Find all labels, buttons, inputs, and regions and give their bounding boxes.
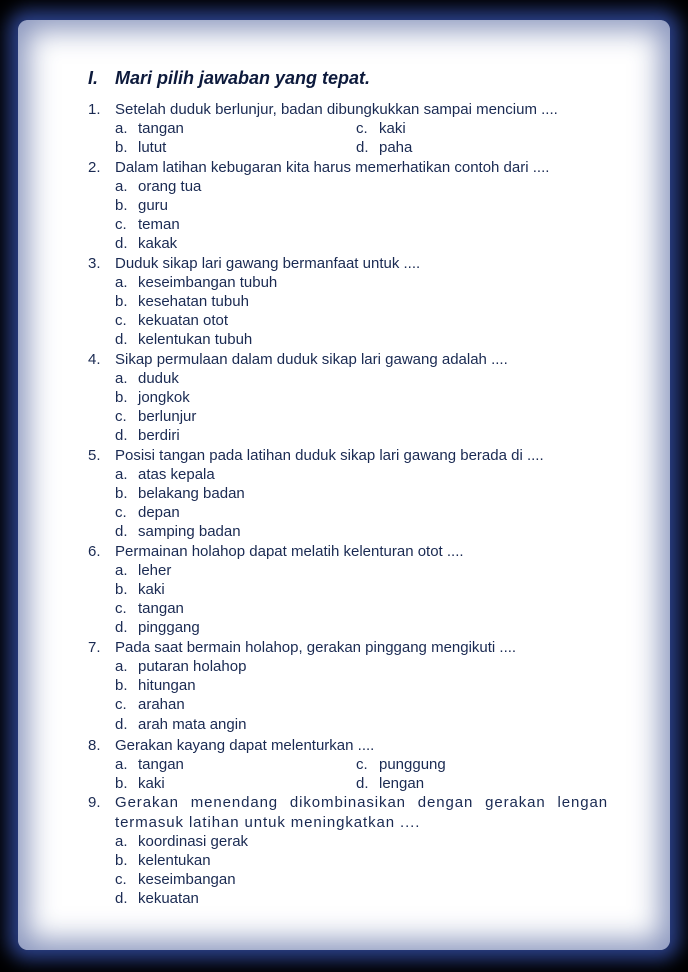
option-letter: c.	[115, 312, 127, 330]
option-a	[115, 177, 608, 196]
option-text: orang tua	[138, 177, 202, 195]
option-text: teman	[138, 216, 180, 234]
option-a	[115, 657, 608, 676]
option-b	[115, 580, 608, 599]
option-text: kesehatan tubuh	[138, 293, 249, 311]
option-letter: b.	[115, 677, 128, 695]
option-letter: c.	[115, 600, 127, 618]
question-6	[88, 542, 608, 561]
option-letter: a.	[115, 561, 128, 579]
option-letter: d.	[115, 715, 128, 733]
option-d	[115, 426, 608, 445]
section-heading	[88, 66, 608, 90]
question-7	[88, 638, 608, 657]
option-text: samping badan	[138, 523, 241, 541]
option-b	[115, 676, 608, 695]
option-text: arahan	[138, 696, 185, 714]
option-text: jongkok	[138, 389, 190, 407]
option-letter: b.	[115, 775, 128, 793]
question-1-options	[115, 119, 608, 157]
question-7-options	[115, 657, 608, 734]
question-4-options	[115, 369, 608, 446]
option-b	[115, 851, 608, 870]
option-a	[115, 273, 608, 292]
question-6-options	[115, 561, 608, 638]
option-text: belakang badan	[138, 485, 245, 503]
option-letter: b.	[115, 851, 128, 869]
option-d	[115, 234, 608, 253]
option-a	[115, 755, 356, 774]
question-9-options	[115, 832, 608, 909]
option-c	[115, 311, 608, 330]
option-text: duduk	[138, 369, 179, 387]
option-letter: a.	[115, 657, 128, 675]
question-text: Gerakan kayang dapat melenturkan ....	[115, 736, 375, 754]
question-text: Duduk sikap lari gawang bermanfaat untuk ....	[115, 254, 421, 272]
option-b	[115, 138, 356, 157]
question-8-options	[115, 755, 608, 793]
option-letter: c.	[115, 408, 127, 426]
section-number: I.	[88, 68, 99, 88]
question-1	[88, 100, 608, 119]
option-text: kelentukan tubuh	[138, 331, 253, 349]
question-number: 2.	[88, 158, 101, 176]
option-text: lengan	[379, 775, 425, 793]
option-text: koordinasi gerak	[138, 832, 249, 850]
question-text: Gerakan menendang dikombinasikan dengan gerakan lengan termasuk latihan untuk meningkatkan ....	[115, 794, 608, 831]
question-number: 8.	[88, 736, 101, 754]
option-c	[115, 599, 608, 618]
option-text: atas kepala	[138, 465, 215, 483]
option-d	[115, 330, 608, 349]
option-text: tangan	[138, 600, 184, 618]
option-a	[115, 832, 608, 851]
option-letter: d.	[115, 619, 128, 637]
option-letter: c.	[115, 696, 127, 714]
option-a	[115, 465, 608, 484]
option-a	[115, 119, 356, 138]
option-text: pinggang	[138, 619, 200, 637]
option-d	[356, 774, 608, 793]
option-letter: b.	[115, 485, 128, 503]
option-text: kaki	[138, 775, 165, 793]
question-3	[88, 254, 608, 273]
option-letter: d.	[115, 235, 128, 253]
question-number: 4.	[88, 350, 101, 368]
option-a	[115, 561, 608, 580]
option-letter: c.	[115, 216, 127, 234]
option-letter: b.	[115, 581, 128, 599]
option-d	[115, 522, 608, 541]
option-letter: c.	[115, 504, 127, 522]
question-text: Permainan holahop dapat melatih kelenturan otot ....	[115, 542, 464, 560]
option-a	[115, 369, 608, 388]
option-text: lutut	[138, 139, 167, 157]
option-d	[115, 889, 608, 908]
option-b	[115, 388, 608, 407]
option-text: depan	[138, 504, 180, 522]
option-letter: b.	[115, 389, 128, 407]
option-c	[115, 870, 608, 889]
question-8	[88, 736, 608, 755]
question-4	[88, 350, 608, 369]
option-letter: b.	[115, 139, 128, 157]
option-text: guru	[138, 197, 169, 215]
question-5	[88, 446, 608, 465]
option-text: kekuatan otot	[138, 312, 229, 330]
option-b	[115, 484, 608, 503]
option-letter: d.	[356, 139, 369, 157]
question-text: Setelah duduk berlunjur, badan dibungkukkan sampai mencium ....	[115, 101, 558, 118]
option-b	[115, 292, 608, 311]
option-text: hitungan	[138, 677, 196, 695]
option-text: leher	[138, 561, 172, 579]
option-letter: a.	[115, 755, 128, 773]
option-text: kakak	[138, 235, 178, 253]
option-c	[115, 215, 608, 234]
option-letter: a.	[115, 273, 128, 291]
worksheet-content	[88, 66, 608, 909]
option-letter: a.	[115, 120, 128, 138]
option-c	[115, 407, 608, 426]
option-letter: a.	[115, 465, 128, 483]
question-2-options	[115, 177, 608, 254]
option-d	[115, 618, 608, 637]
option-letter: d.	[356, 775, 369, 793]
question-text: Dalam latihan kebugaran kita harus memerhatikan contoh dari ....	[115, 158, 550, 176]
option-letter: d.	[115, 427, 128, 445]
option-letter: d.	[115, 523, 128, 541]
question-number: 1.	[88, 101, 101, 118]
question-number: 3.	[88, 254, 101, 272]
question-number: 9.	[88, 794, 101, 812]
option-letter: c.	[356, 120, 368, 138]
option-letter: b.	[115, 197, 128, 215]
section-title: Mari pilih jawaban yang tepat.	[115, 68, 371, 88]
option-c	[115, 695, 608, 714]
option-d	[356, 138, 608, 157]
option-text: paha	[379, 139, 413, 157]
option-text: kekuatan	[138, 890, 199, 908]
option-text: kaki	[138, 581, 165, 599]
option-b	[115, 774, 356, 793]
option-c	[356, 119, 608, 138]
question-text: Posisi tangan pada latihan duduk sikap lari gawang berada di ....	[115, 446, 544, 464]
option-letter: b.	[115, 293, 128, 311]
question-number: 6.	[88, 542, 101, 560]
option-text: keseimbangan tubuh	[138, 273, 278, 291]
option-text: kelentukan	[138, 851, 211, 869]
question-9	[88, 793, 608, 831]
option-letter: d.	[115, 890, 128, 908]
option-c	[115, 503, 608, 522]
option-letter: a.	[115, 832, 128, 850]
question-2	[88, 158, 608, 177]
option-text: keseimbangan	[138, 871, 236, 889]
question-number: 5.	[88, 446, 101, 464]
option-text: putaran holahop	[138, 657, 247, 675]
question-5-options	[115, 465, 608, 542]
option-c	[356, 755, 608, 774]
question-text: Pada saat bermain holahop, gerakan pinggang mengikuti ....	[115, 638, 517, 656]
option-text: berlunjur	[138, 408, 197, 426]
option-letter: c.	[356, 755, 368, 773]
question-3-options	[115, 273, 608, 350]
question-number: 7.	[88, 638, 101, 656]
option-text: arah mata angin	[138, 715, 247, 733]
option-letter: d.	[115, 331, 128, 349]
option-text: tangan	[138, 120, 184, 138]
option-text: tangan	[138, 755, 184, 773]
option-text: punggung	[379, 755, 446, 773]
option-letter: a.	[115, 177, 128, 195]
option-b	[115, 196, 608, 215]
option-letter: a.	[115, 369, 128, 387]
question-text: Sikap permulaan dalam duduk sikap lari gawang adalah ....	[115, 350, 508, 368]
option-letter: c.	[115, 871, 127, 889]
option-text: kaki	[379, 120, 406, 138]
option-d	[115, 715, 608, 734]
option-text: berdiri	[138, 427, 180, 445]
